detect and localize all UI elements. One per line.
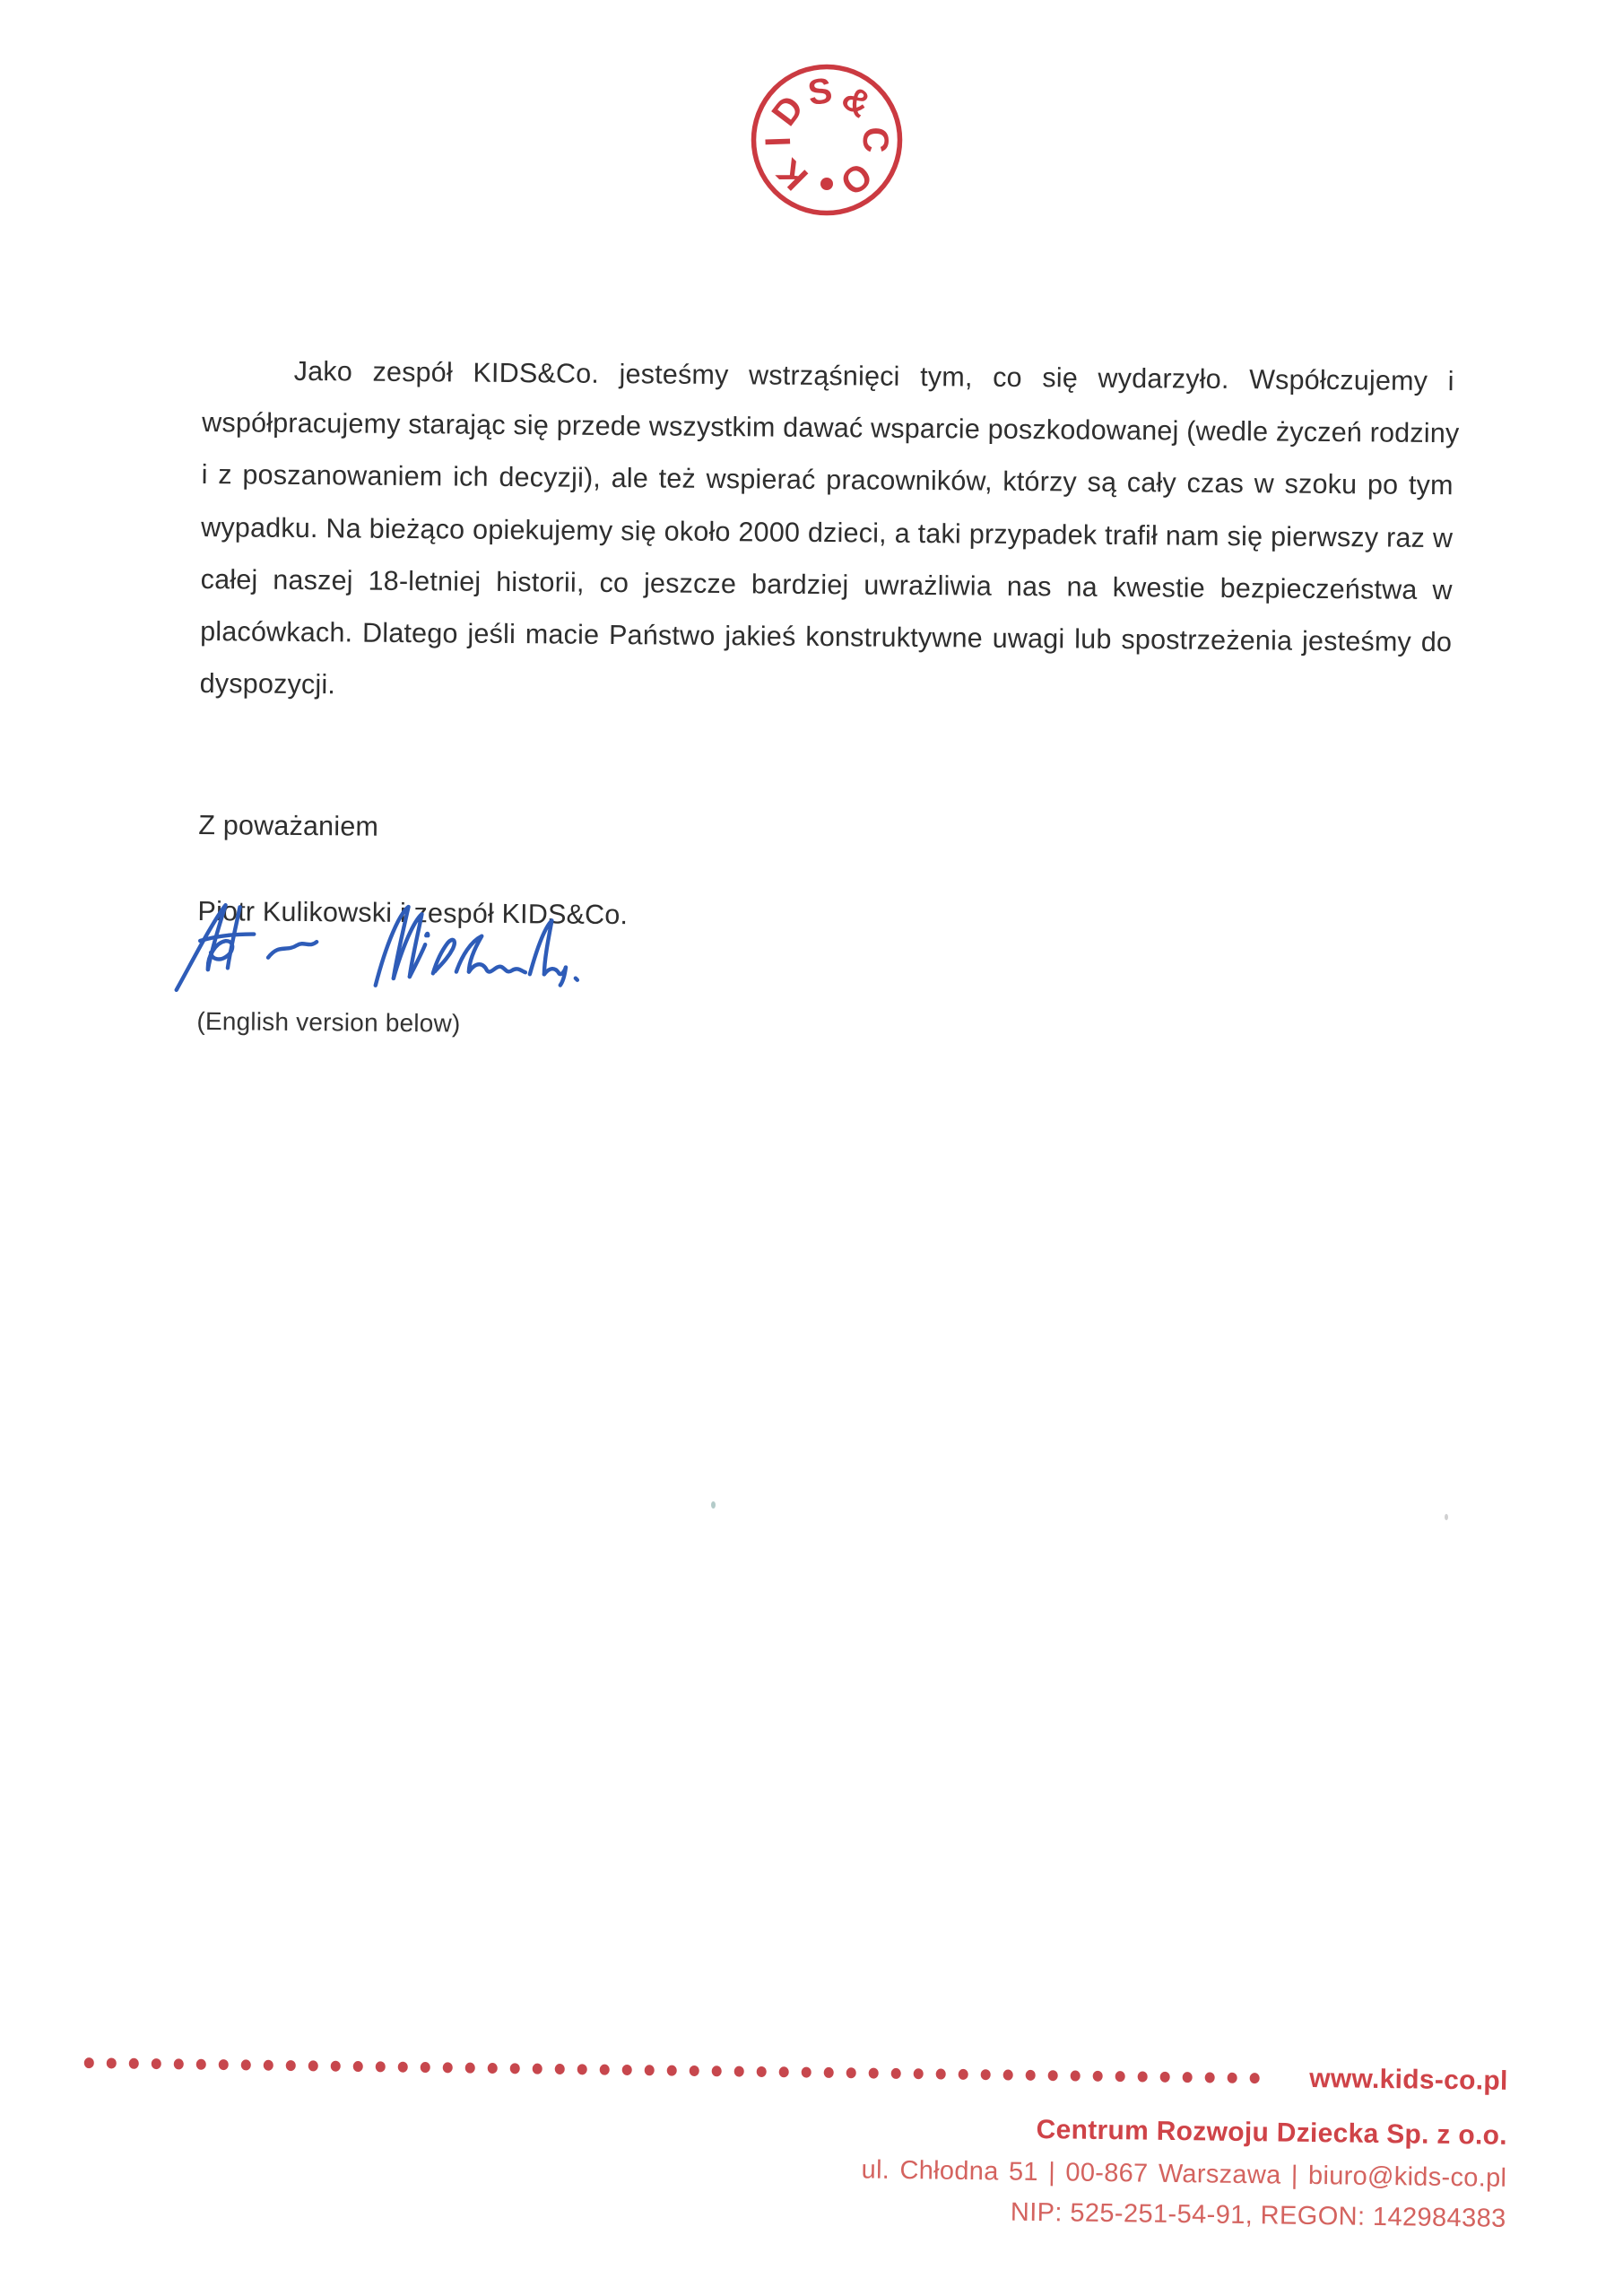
divider-dot: [1228, 2073, 1237, 2083]
paragraph-line: wypadku. Na bieżąco opiekujemy się około 2000 dzieci, a taki przypadek trafił nam się pierwszy raz w: [201, 511, 1454, 553]
paragraph-line: dyspozycji.: [199, 668, 336, 700]
divider-dot: [981, 2069, 991, 2080]
kidsco-logo-svg: [747, 60, 907, 220]
divider-dot: [84, 2057, 94, 2068]
divider-dot: [107, 2057, 117, 2068]
handwritten-signature: [168, 898, 617, 1004]
divider-dot: [936, 2068, 946, 2079]
company-registration: NIP: 525-251-54-91, REGON: 142984383: [1010, 2197, 1506, 2233]
footer-dots-row: [81, 2048, 1508, 2096]
company-address: ul. Chłodna 51 | 00-867 Warszawa | biuro@kids-co.pl: [861, 2155, 1507, 2193]
divider-dot: [331, 2061, 341, 2072]
divider-dot: [1205, 2072, 1215, 2083]
divider-dot: [1003, 2069, 1013, 2080]
logo-letter: S: [805, 70, 835, 114]
company-name: Centrum Rozwoju Dziecka Sp. z o.o.: [1036, 2114, 1508, 2151]
closing-line: Z poważaniem: [198, 810, 379, 843]
divider-dot: [219, 2059, 229, 2070]
divider-dot: [846, 2067, 856, 2078]
divider-dot: [802, 2067, 812, 2078]
divider-dot: [959, 2069, 968, 2080]
logo-letter: D: [764, 88, 812, 134]
divider-dot: [1160, 2072, 1170, 2083]
logo-letter: O: [832, 154, 880, 204]
divider-dot: [600, 2065, 610, 2075]
divider-dot: [712, 2066, 722, 2076]
divider-dot: [510, 2063, 520, 2074]
letter-paragraph: [199, 344, 1460, 721]
divider-dot: [264, 2060, 273, 2071]
divider-dot: [824, 2067, 834, 2078]
divider-dot: [286, 2060, 296, 2071]
website-url: www.kids-co.pl: [1309, 2063, 1508, 2096]
paragraph-line: i z poszanowaniem ich decyzji), ale też wspierać pracowników, którzy są cały czas w szoku po tym: [201, 459, 1454, 501]
divider-dot: [577, 2064, 587, 2074]
divider-dot: [152, 2058, 161, 2069]
english-version-note: (English version below): [196, 1006, 461, 1038]
kidsco-logo: [747, 60, 907, 220]
divider-dot: [398, 2062, 408, 2073]
divider-dot: [353, 2061, 363, 2072]
divider-dot: [241, 2059, 251, 2070]
divider-dot: [1093, 2071, 1103, 2082]
logo-letter: I: [758, 135, 799, 148]
divider-dot: [914, 2068, 924, 2079]
divider-dot: [1115, 2071, 1125, 2082]
divider-dot: [1183, 2072, 1193, 2083]
divider-dot: [690, 2066, 699, 2076]
scan-speck: [711, 1501, 716, 1509]
divider-dot: [443, 2062, 453, 2073]
logo-letter: &: [834, 78, 880, 126]
divider-dot: [667, 2066, 677, 2076]
logo-letter: C: [855, 126, 895, 153]
divider-dot: [1250, 2073, 1260, 2083]
divider-dot: [1026, 2070, 1036, 2081]
letter-footer: [79, 2048, 1508, 2234]
paragraph-line: współpracujemy starając się przede wszystkim dawać wsparcie poszkodowanej (wedle życzeń rodziny: [202, 407, 1460, 449]
divider-dot: [869, 2068, 879, 2079]
divider-dot: [533, 2064, 542, 2074]
paragraph-line: całej naszej 18-letniej historii, co jeszcze bardziej uwrażliwia nas na kwestie bezpieczeństwa w: [200, 563, 1453, 605]
signature-ink: [177, 905, 578, 994]
paragraph-line: Jako zespół KIDS&Co. jesteśmy wstrząśnięci tym, co się wydarzyło. Współczujemy i: [293, 355, 1454, 397]
divider-dot: [129, 2058, 139, 2069]
divider-dot: [734, 2066, 744, 2077]
divider-dot: [196, 2059, 206, 2070]
logo-letter: K: [769, 151, 816, 197]
dotted-divider: [81, 2057, 1260, 2083]
divider-dot: [488, 2063, 498, 2074]
divider-dot: [308, 2060, 318, 2071]
logo-center-dot: [820, 178, 833, 190]
divider-dot: [174, 2058, 184, 2069]
divider-dot: [1048, 2070, 1058, 2081]
divider-dot: [757, 2066, 767, 2077]
divider-dot: [1071, 2070, 1081, 2081]
divider-dot: [555, 2064, 565, 2074]
scan-speck: [1445, 1514, 1448, 1520]
divider-dot: [622, 2065, 632, 2075]
divider-dot: [891, 2068, 901, 2079]
divider-dot: [421, 2062, 430, 2073]
divider-dot: [376, 2061, 386, 2072]
divider-dot: [1138, 2071, 1148, 2082]
paragraph-line: placówkach. Dlatego jeśli macie Państwo jakieś konstruktywne uwagi lub spostrzeżenia jesteśmy do: [200, 616, 1453, 658]
signer-line: Piotr Kulikowski i zespół KIDS&Co.: [197, 895, 629, 930]
letter-body: [196, 344, 1460, 1050]
divider-dot: [645, 2065, 655, 2075]
divider-dot: [465, 2063, 475, 2074]
divider-dot: [779, 2066, 789, 2077]
